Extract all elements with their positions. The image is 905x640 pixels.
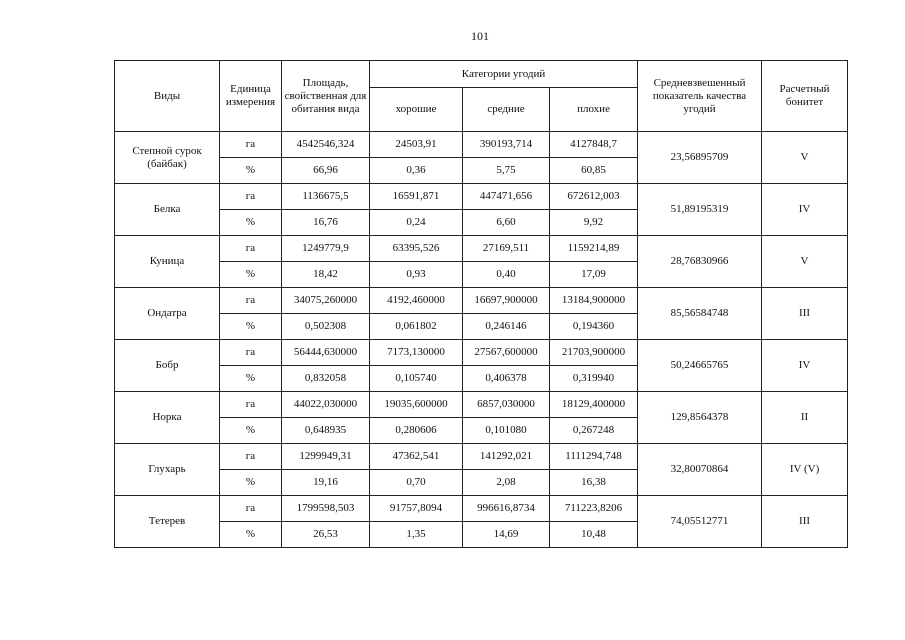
cell-pct-area: 18,42 [282, 262, 370, 288]
cell-pct-medium: 0,101080 [463, 418, 550, 444]
cell-pct-unit: % [220, 210, 282, 236]
cell-ha-medium: 16697,900000 [463, 288, 550, 314]
cell-pct-good: 0,061802 [370, 314, 463, 340]
cell-ha-area: 1299949,31 [282, 444, 370, 470]
cell-pct-good: 0,70 [370, 470, 463, 496]
table-row [115, 496, 848, 522]
cell-pct-medium: 14,69 [463, 522, 550, 548]
header-species: Виды [115, 61, 220, 132]
cell-pct-bad: 60,85 [550, 158, 638, 184]
cell-ha-bad: 4127848,7 [550, 132, 638, 158]
cell-ha-unit: га [220, 236, 282, 262]
cell-pct-unit: % [220, 262, 282, 288]
cell-ha-bad: 21703,900000 [550, 340, 638, 366]
cell-ha-unit: га [220, 288, 282, 314]
cell-ha-good: 47362,541 [370, 444, 463, 470]
cell-pct-unit: % [220, 522, 282, 548]
species-name: Белка [115, 184, 220, 236]
cell-pct-area: 19,16 [282, 470, 370, 496]
cell-pct-unit: % [220, 418, 282, 444]
weighted-index: 129,8564378 [638, 392, 762, 444]
header-good: хорошие [370, 88, 463, 132]
page-number: 101 [471, 29, 489, 43]
weighted-index: 51,89195319 [638, 184, 762, 236]
species-name: Глухарь [115, 444, 220, 496]
cell-pct-area: 66,96 [282, 158, 370, 184]
bonitet-class: IV [762, 184, 848, 236]
bonitet-class: II [762, 392, 848, 444]
table-row [115, 444, 848, 470]
weighted-index: 85,56584748 [638, 288, 762, 340]
cell-pct-bad: 9,92 [550, 210, 638, 236]
table-row [115, 340, 848, 366]
cell-pct-good: 0,36 [370, 158, 463, 184]
bonitet-class: IV (V) [762, 444, 848, 496]
cell-ha-good: 7173,130000 [370, 340, 463, 366]
cell-pct-area: 16,76 [282, 210, 370, 236]
cell-ha-unit: га [220, 392, 282, 418]
cell-ha-medium: 390193,714 [463, 132, 550, 158]
cell-ha-bad: 13184,900000 [550, 288, 638, 314]
cell-pct-medium: 0,406378 [463, 366, 550, 392]
cell-ha-bad: 1159214,89 [550, 236, 638, 262]
weighted-index: 74,05512771 [638, 496, 762, 548]
cell-ha-area: 1136675,5 [282, 184, 370, 210]
cell-pct-medium: 0,246146 [463, 314, 550, 340]
cell-ha-good: 24503,91 [370, 132, 463, 158]
cell-ha-unit: га [220, 132, 282, 158]
cell-pct-medium: 5,75 [463, 158, 550, 184]
cell-ha-medium: 141292,021 [463, 444, 550, 470]
cell-ha-good: 16591,871 [370, 184, 463, 210]
table-row [115, 288, 848, 314]
header-weighted: Средневзвешенный показатель качества угодий [638, 61, 762, 132]
bonitet-class: IV [762, 340, 848, 392]
weighted-index: 50,24665765 [638, 340, 762, 392]
cell-pct-good: 0,280606 [370, 418, 463, 444]
cell-ha-medium: 996616,8734 [463, 496, 550, 522]
species-name: Тетерев [115, 496, 220, 548]
cell-ha-area: 34075,260000 [282, 288, 370, 314]
cell-ha-good: 19035,600000 [370, 392, 463, 418]
bonitet-class: III [762, 288, 848, 340]
cell-pct-area: 0,502308 [282, 314, 370, 340]
table-row [115, 392, 848, 418]
species-name: Бобр [115, 340, 220, 392]
table-body [115, 132, 848, 548]
weighted-index: 32,80070864 [638, 444, 762, 496]
cell-pct-bad: 0,319940 [550, 366, 638, 392]
cell-pct-unit: % [220, 314, 282, 340]
species-name: Норка [115, 392, 220, 444]
cell-pct-unit: % [220, 158, 282, 184]
header-categories: Категории угодий [370, 61, 638, 88]
table-row [115, 184, 848, 210]
cell-pct-good: 1,35 [370, 522, 463, 548]
cell-pct-bad: 16,38 [550, 470, 638, 496]
header-bad: плохие [550, 88, 638, 132]
weighted-index: 23,56895709 [638, 132, 762, 184]
cell-pct-bad: 17,09 [550, 262, 638, 288]
cell-ha-area: 56444,630000 [282, 340, 370, 366]
cell-ha-medium: 27169,511 [463, 236, 550, 262]
cell-ha-medium: 447471,656 [463, 184, 550, 210]
header-unit: Единица измерения [220, 61, 282, 132]
cell-pct-medium: 0,40 [463, 262, 550, 288]
habitat-quality-table [114, 60, 848, 548]
cell-ha-bad: 18129,400000 [550, 392, 638, 418]
cell-ha-medium: 27567,600000 [463, 340, 550, 366]
cell-pct-good: 0,93 [370, 262, 463, 288]
species-name: Ондатра [115, 288, 220, 340]
table-row [115, 236, 848, 262]
bonitet-class: V [762, 132, 848, 184]
cell-ha-unit: га [220, 340, 282, 366]
cell-ha-area: 1249779,9 [282, 236, 370, 262]
cell-pct-area: 0,648935 [282, 418, 370, 444]
table-row [115, 132, 848, 158]
species-name: Куница [115, 236, 220, 288]
bonitet-class: III [762, 496, 848, 548]
cell-pct-bad: 0,194360 [550, 314, 638, 340]
cell-pct-unit: % [220, 470, 282, 496]
cell-ha-area: 44022,030000 [282, 392, 370, 418]
cell-pct-area: 0,832058 [282, 366, 370, 392]
header-bonitet: Расчетный бонитет [762, 61, 848, 132]
cell-ha-good: 91757,8094 [370, 496, 463, 522]
cell-pct-bad: 0,267248 [550, 418, 638, 444]
cell-ha-unit: га [220, 496, 282, 522]
cell-ha-medium: 6857,030000 [463, 392, 550, 418]
header-medium: средние [463, 88, 550, 132]
cell-ha-unit: га [220, 444, 282, 470]
cell-ha-area: 1799598,503 [282, 496, 370, 522]
cell-pct-unit: % [220, 366, 282, 392]
weighted-index: 28,76830966 [638, 236, 762, 288]
cell-ha-bad: 711223,8206 [550, 496, 638, 522]
header-area: Площадь, свойственная для обитания вида [282, 61, 370, 132]
cell-ha-area: 4542546,324 [282, 132, 370, 158]
cell-pct-good: 0,24 [370, 210, 463, 236]
bonitet-class: V [762, 236, 848, 288]
cell-pct-medium: 6,60 [463, 210, 550, 236]
cell-pct-medium: 2,08 [463, 470, 550, 496]
cell-ha-good: 4192,460000 [370, 288, 463, 314]
cell-pct-good: 0,105740 [370, 366, 463, 392]
cell-pct-area: 26,53 [282, 522, 370, 548]
cell-ha-good: 63395,526 [370, 236, 463, 262]
cell-ha-bad: 672612,003 [550, 184, 638, 210]
cell-ha-unit: га [220, 184, 282, 210]
species-name: Степной сурок (байбак) [115, 132, 220, 184]
cell-ha-bad: 1111294,748 [550, 444, 638, 470]
cell-pct-bad: 10,48 [550, 522, 638, 548]
